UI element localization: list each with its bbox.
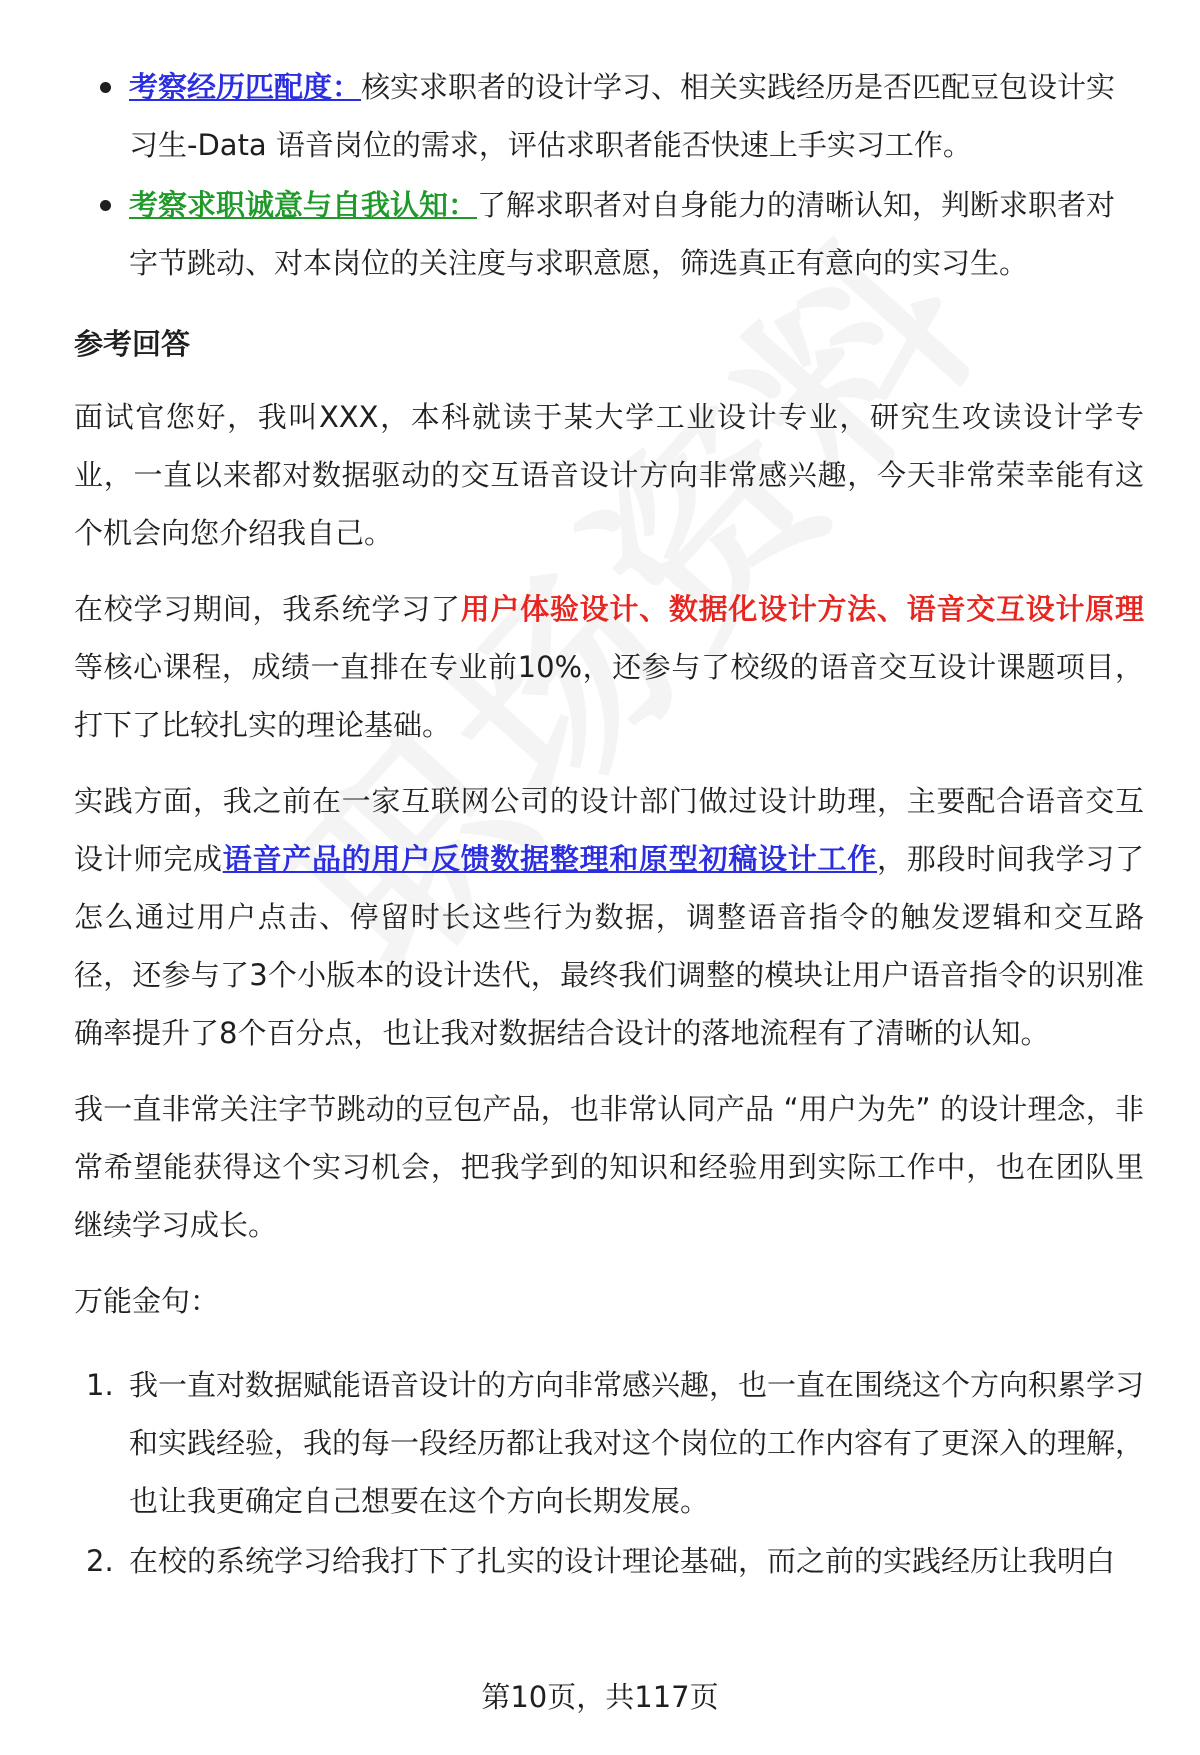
evaluation-bullets: [74, 58, 1144, 292]
item-text: 在校的系统学习给我打下了扎实的设计理论基础，而之前的实践经历让我明白: [129, 1544, 1116, 1578]
bullet-item: [74, 58, 1144, 174]
bullet-text: 核实求职者的设计学习、相关实践经历是否匹配豆包设计实习生-Data 语音岗位的需求，评估求职者能否快速上手实习工作。: [129, 70, 1116, 162]
document-body: [74, 58, 1144, 1592]
section-title: 参考回答: [74, 327, 191, 361]
numbered-item: [74, 1356, 1144, 1530]
bullet-dot-icon: [100, 200, 111, 211]
paragraph-practice: [74, 772, 1144, 1062]
bullet-item: [74, 176, 1144, 292]
paragraph-text: ，那段时间我学习了怎么通过用户点击、停留时长这些行为数据，调整语音指令的触发逻辑和交互路径，还参与了3个小版本的设计迭代，最终我们调整的模块让用户语音指令的识别准确率提升了8个百分点，也让我对数据结合设计的落地流程有了清晰的认知。: [74, 842, 1144, 1050]
item-text: 我一直对数据赋能语音设计的方向非常感兴趣，也一直在围绕这个方向积累学习和实践经验，我的每一段经历都让我对这个岗位的工作内容有了更深入的理解，也让我更确定自己想要在这个方向长期发展。: [129, 1368, 1145, 1518]
paragraph-intro: 面试官您好，我叫XXX，本科就读于某大学工业设计专业，研究生攻读设计学专业，一直以来都对数据驱动的交互语音设计方向非常感兴趣，今天非常荣幸能有这个机会向您介绍我自己。: [74, 400, 1144, 550]
page-footer: 第10页，共117页: [481, 1680, 719, 1714]
paragraph-golden-phrases: 万能金句：: [74, 1284, 220, 1318]
paragraph-text: 在校学习期间，我系统学习了: [74, 592, 461, 626]
highlight-work: 语音产品的用户反馈数据整理和原型初稿设计工作: [222, 842, 878, 876]
bullet-dot-icon: [100, 82, 111, 93]
item-number: 1.: [86, 1368, 114, 1402]
item-number: 2.: [86, 1544, 114, 1578]
numbered-list: [74, 1356, 1144, 1590]
highlight-courses: 用户体验设计、数据化设计方法、语音交互设计原理: [460, 592, 1144, 626]
paragraph-text: 等核心课程，成绩一直排在专业前10%，还参与了校级的语音交互设计课题项目，打下了比较扎实的理论基础。: [74, 650, 1144, 742]
numbered-item: [74, 1532, 1144, 1590]
bullet-text: 了解求职者对自身能力的清晰认知，判断求职者对字节跳动、对本岗位的关注度与求职意愿，筛选真正有意向的实习生。: [129, 188, 1116, 280]
bullet-keyword: 考察经历匹配度：: [129, 70, 362, 104]
paragraph-text: 实践方面，我之前在一家互联网公司的设计部门做过设计助理，主要配合语音交互设计师完成: [74, 784, 1144, 876]
paragraph-motivation: 我一直非常关注字节跳动的豆包产品，也非常认同产品 “用户为先” 的设计理念，非常希望能获得这个实习机会，把我学到的知识和经验用到实际工作中，也在团队里继续学习成长。: [74, 1092, 1144, 1242]
bullet-keyword: 考察求职诚意与自我认知：: [129, 188, 478, 222]
paragraph-study: [74, 580, 1144, 754]
